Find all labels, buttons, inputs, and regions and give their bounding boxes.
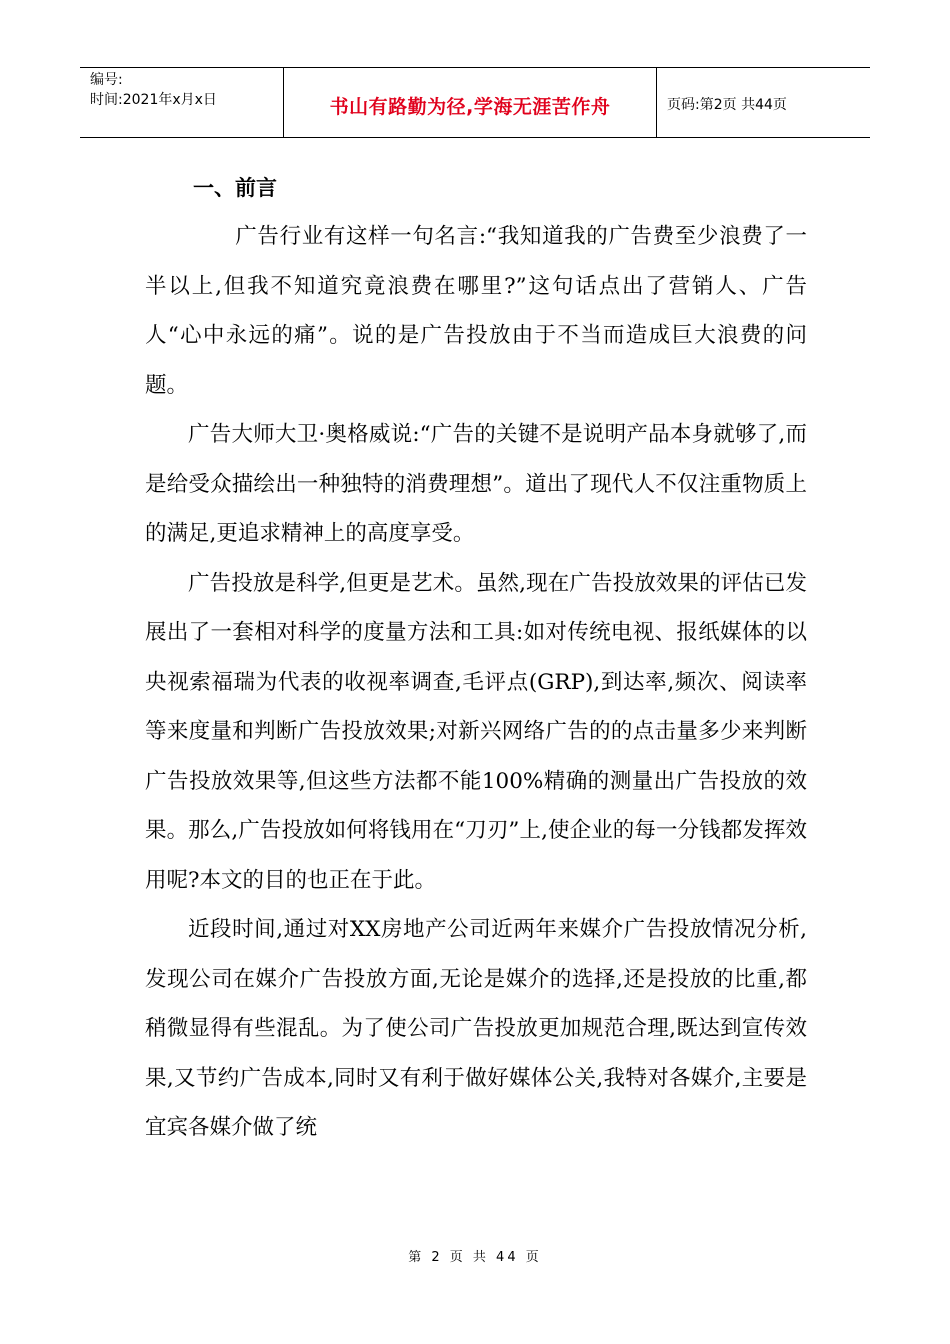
page-footer: 第 2 页 共 44 页 bbox=[408, 1250, 542, 1265]
document-header bbox=[80, 67, 870, 138]
paragraph-1: 广告行业有这样一句名言:“我知道我的广告费至少浪费了一半以上,但我不知道究竟浪费在哪里?”这句话点出了营销人、广告人“心中永远的痛”。说的是广告投放由于不当而造成巨大浪费的问题。 bbox=[145, 224, 807, 398]
paragraph-3: 广告投放是科学,但更是艺术。虽然,现在广告投放效果的评估已发展出了一套相对科学的度量方法和工具:如对传统电视、报纸媒体的以央视索福瑞为代表的收视率调查,毛评点(GRP),到达率,频次、阅读率等来度量和判断广告投放效果;对新兴网络广告的的点击量多少来判断广告投放效果等,但这些方法都不能100%精确的测量出广告投放的效果。那么,广告投放如何将钱用在“刀刃”上,使企业的每一分钱都发挥效用呢?本文的目的也正在于此。 bbox=[145, 570, 807, 893]
document-date-label: 时间:2021年x月x日 bbox=[90, 92, 217, 108]
section-title: 一、前言 bbox=[193, 176, 277, 200]
document-number-label: 编号: bbox=[90, 72, 123, 88]
paragraph-2: 广告大师大卫·奥格威说:“广告的关键不是说明产品本身就够了,而是给受众描绘出一种独特的消费理想”。道出了现代人不仅注重物质上的满足,更追求精神上的高度享受。 bbox=[145, 422, 807, 546]
header-page-cell bbox=[657, 68, 870, 137]
paragraph-4: 近段时间,通过对XX房地产公司近两年来媒介广告投放情况分析,发现公司在媒介广告投放方面,无论是媒介的选择,还是投放的比重,都稍微显得有些混乱。为了使公司广告投放更加规范合理,既达到宣传效果,又节约广告成本,同时又有利于做好媒体公关,我特对各媒介,主要是宜宾各媒介做了统 bbox=[145, 917, 807, 1140]
header-page-info: 页码:第2页 共44页 bbox=[667, 97, 787, 113]
header-motto-cell bbox=[284, 68, 657, 137]
header-meta-cell bbox=[80, 68, 284, 137]
body-text bbox=[145, 212, 807, 1153]
header-motto: 书山有路勤为径,学海无涯苦作舟 bbox=[329, 96, 611, 118]
